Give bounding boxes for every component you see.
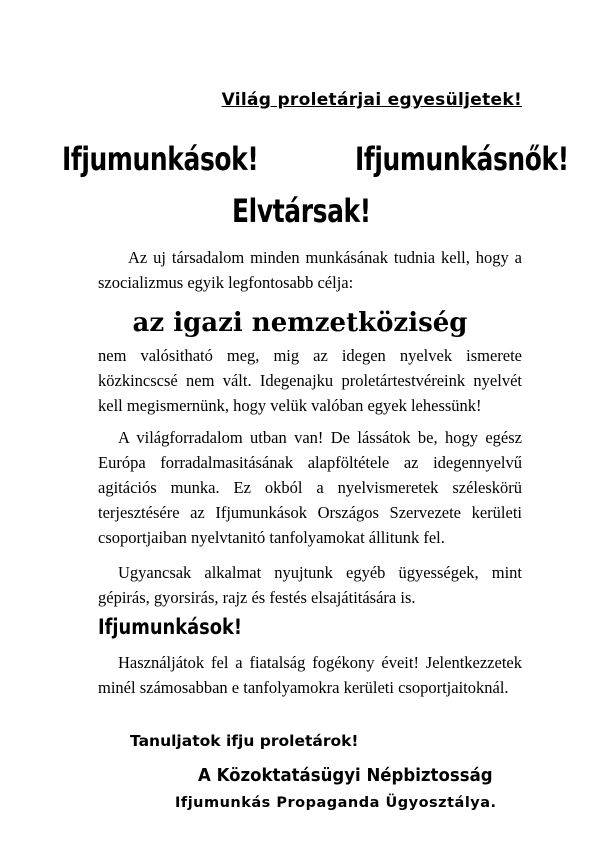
signature-department: Ifjumunkás Propaganda Ügyosztálya. [175,795,497,811]
paragraph-apply: Használjátok fel a fiatalság fogékony éveit! Jelentkezzetek minél számosabban e tanfolyamokra kerületi csoportjaitoknál. [98,653,522,697]
intro-paragraph: Az uj társadalom minden munkásának tudnia kell, hogy a szocializmus egyik legfontosabb célja: [98,248,522,292]
headline-young-women-workers: Ifjumunkásnők! [355,140,569,178]
closing-slogan: Tanuljatok ifju proletárok! [130,732,359,750]
paragraph-languages: nem valósitható meg, mig az idegen nyelvek ismerete közkincscsé nem vált. Idegenajku proletártestvéreink nyelvét kell megismernünk, hogy velük valóban egyek lehessünk! [98,346,522,415]
signature-commissariat: A Közoktatásügyi Népbiztosság [198,765,493,786]
emphasis-heading: az igazi nemzetköziség [132,308,468,338]
paragraph-world-revolution: A világforradalom utban van! De lássátok be, hogy egész Európa forradalmasitásának alapföltétele az idegennyelvű agitációs munka. Ez okból a nyelvismeretek széleskörü terjesztésére az Ifjumunkások Országos Szervezete kerületi csoportjaiban nyelvtanitó tanfolyamokat állitunk fel. [98,428,522,547]
headline-young-workers: Ifjumunkások! [62,140,259,178]
headline-comrades: Elvtársak! [232,192,371,230]
motto: Világ proletárjai egyesüljetek! [221,90,522,110]
paragraph-other-skills: Ugyancsak alkalmat nyujtunk egyéb ügyességek, mint gépirás, gyorsirás, rajz és festés elsajátitására is. [98,563,522,607]
subheading-young-workers: Ifjumunkások! [98,615,243,639]
